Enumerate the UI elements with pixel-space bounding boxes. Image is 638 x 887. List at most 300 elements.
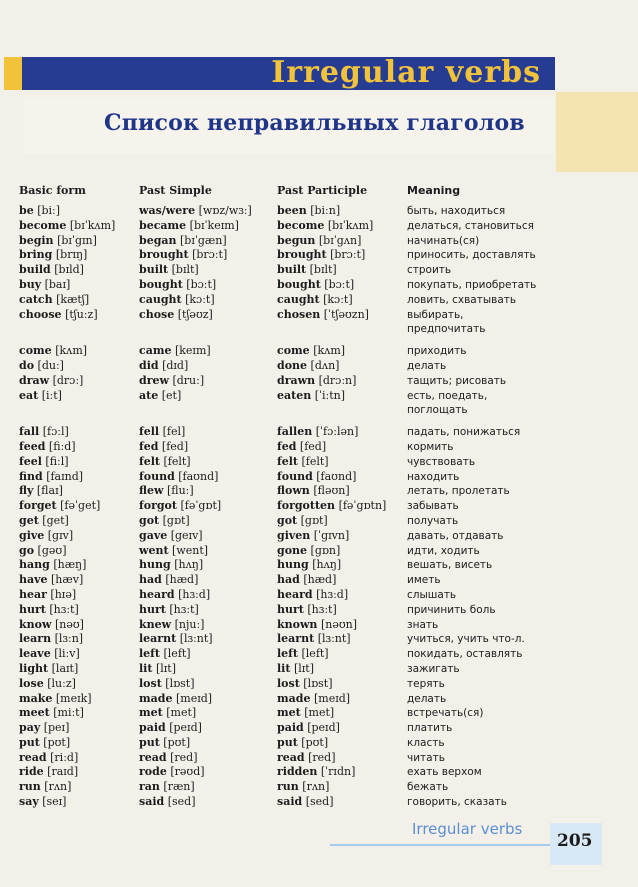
- verb-form: become: [19, 218, 67, 232]
- verb-form: found: [139, 469, 175, 483]
- transcription: [ˈtʃəʊzn]: [323, 307, 369, 321]
- transcription: [met]: [166, 706, 197, 720]
- verb-form: light: [19, 661, 49, 675]
- verb-form: became: [139, 218, 187, 232]
- verb-form: began: [139, 233, 177, 247]
- verb-form: hung: [277, 558, 309, 572]
- transcription: [kætʃ]: [56, 292, 90, 306]
- past-participle-cell: [277, 455, 407, 470]
- past-simple-cell: [139, 322, 277, 337]
- header-past-participle: Past Participle: [277, 184, 368, 197]
- meaning-cell: делаться, становиться: [407, 219, 534, 232]
- past-simple-cell: [139, 234, 277, 249]
- verb-form: build: [19, 263, 51, 277]
- table-row: [19, 765, 577, 780]
- table-row: [19, 514, 577, 529]
- table-row: [19, 632, 577, 647]
- basic-form-cell: [19, 677, 139, 692]
- table-row: [19, 603, 577, 618]
- basic-form-cell: [19, 692, 139, 707]
- verb-form: meet: [19, 706, 50, 720]
- transcription: [rəʊd]: [170, 765, 205, 779]
- transcription: [meɪd]: [175, 691, 213, 705]
- past-participle-cell: [277, 795, 407, 810]
- footer-section-label: Irregular verbs: [412, 820, 523, 838]
- transcription: [sed]: [167, 795, 196, 809]
- past-simple-cell: [139, 499, 277, 514]
- past-participle-cell: [277, 322, 407, 337]
- meaning-cell: приносить, доставлять: [407, 249, 536, 262]
- verb-form: said: [139, 795, 165, 809]
- verb-form: begin: [19, 233, 54, 247]
- basic-form-cell: [19, 795, 139, 810]
- transcription: [tʃuːz]: [65, 307, 98, 321]
- table-row: [19, 204, 577, 219]
- past-simple-cell: [139, 706, 277, 721]
- verb-form: fly: [19, 484, 34, 498]
- past-participle-cell: [277, 514, 407, 529]
- meaning-cell: учиться, учить что-л.: [407, 633, 525, 646]
- basic-form-cell: [19, 706, 139, 721]
- past-simple-cell: [139, 470, 277, 485]
- past-simple-cell: [139, 721, 277, 736]
- verb-form: do: [19, 358, 35, 372]
- basic-form-cell: [19, 529, 139, 544]
- basic-form-cell: [19, 514, 139, 529]
- basic-form-cell: [19, 603, 139, 618]
- table-row: [19, 706, 577, 721]
- table-row: [19, 544, 577, 559]
- transcription: [ˈiːtn]: [314, 388, 346, 402]
- transcription: [fed]: [161, 439, 189, 453]
- transcription: [fluː]: [166, 484, 194, 498]
- meaning-cell: зажигать: [407, 662, 460, 675]
- verb-form: built: [277, 263, 307, 277]
- transcription: [fəˈgɒtn]: [338, 499, 387, 513]
- verb-form: made: [277, 691, 311, 705]
- past-simple-cell: [139, 662, 277, 677]
- basic-form-cell: [19, 440, 139, 455]
- past-participle-cell: [277, 765, 407, 780]
- transcription: [dɪd]: [162, 358, 189, 372]
- past-simple-cell: [139, 677, 277, 692]
- transcription: [drɔː]: [52, 373, 84, 387]
- verb-form: ate: [139, 388, 159, 402]
- table-row: [19, 662, 577, 677]
- transcription: [gɒt]: [300, 513, 328, 527]
- verb-form: find: [19, 469, 43, 483]
- verb-form: lose: [19, 676, 44, 690]
- verb-form: catch: [19, 292, 53, 306]
- past-simple-cell: [139, 603, 277, 618]
- basic-form-cell: [19, 219, 139, 234]
- table-row: [19, 751, 577, 766]
- verb-form: fallen: [277, 425, 313, 439]
- group-spacer: [19, 418, 577, 425]
- past-simple-cell: [139, 751, 277, 766]
- transcription: [met]: [304, 706, 335, 720]
- past-participle-cell: [277, 736, 407, 751]
- verb-form: forgot: [139, 499, 177, 513]
- transcription: [lɜːnt]: [179, 632, 213, 646]
- meaning-cell: читать: [407, 751, 445, 764]
- past-participle-cell: [277, 721, 407, 736]
- past-participle-cell: [277, 359, 407, 374]
- verb-form: put: [19, 735, 40, 749]
- meaning-cell: терять: [407, 677, 445, 690]
- page-number: 205: [557, 831, 593, 851]
- verb-form: hurt: [19, 602, 46, 616]
- past-participle-cell: [277, 662, 407, 677]
- transcription: [fəˈgɒt]: [180, 499, 222, 513]
- transcription: [nəʊn]: [320, 617, 358, 631]
- meaning-cell: начинать(ся): [407, 234, 480, 247]
- verb-form: lost: [139, 676, 162, 690]
- transcription: [kʌm]: [313, 344, 346, 358]
- verb-form: bring: [19, 248, 53, 262]
- past-simple-cell: [139, 263, 277, 278]
- transcription: [bɪˈkeɪm]: [189, 218, 239, 232]
- verb-form: was/were: [139, 204, 196, 217]
- meaning-cell: выбирать,: [407, 308, 464, 321]
- transcription: [miːt]: [53, 706, 84, 720]
- transcription: [bɪld]: [54, 263, 84, 277]
- transcription: [rʌn]: [44, 780, 72, 794]
- verb-form: had: [139, 573, 162, 587]
- past-participle-cell: [277, 632, 407, 647]
- basic-form-cell: [19, 359, 139, 374]
- verb-form: eaten: [277, 388, 312, 402]
- past-simple-cell: [139, 618, 277, 633]
- meaning-cell: кормить: [407, 440, 454, 453]
- transcription: [pʊt]: [43, 735, 71, 749]
- meaning-cell: приходить: [407, 345, 467, 358]
- past-participle-cell: [277, 234, 407, 249]
- table-row: [19, 322, 577, 337]
- transcription: [ræn]: [163, 780, 195, 794]
- verb-form: hear: [19, 587, 47, 601]
- transcription: [duː]: [37, 358, 64, 372]
- transcription: [flaɪ]: [36, 484, 63, 498]
- past-simple-cell: [139, 278, 277, 293]
- basic-form-cell: [19, 765, 139, 780]
- verb-form: felt: [277, 454, 298, 468]
- verb-form: said: [277, 795, 303, 809]
- past-simple-cell: [139, 359, 277, 374]
- verb-form: have: [19, 573, 48, 587]
- basic-form-cell: [19, 558, 139, 573]
- past-simple-cell: [139, 344, 277, 359]
- transcription: [brɔːt]: [330, 248, 366, 262]
- verb-form: read: [19, 750, 47, 764]
- verb-form: found: [277, 469, 313, 483]
- verb-form: become: [277, 218, 325, 232]
- transcription: [luːz]: [47, 676, 76, 690]
- past-participle-cell: [277, 308, 407, 323]
- past-simple-cell: [139, 544, 277, 559]
- verb-form: feed: [19, 439, 46, 453]
- meaning-cell: предпочитать: [407, 323, 486, 336]
- transcription: [brɪŋ]: [55, 248, 88, 262]
- basic-form-cell: [19, 425, 139, 440]
- basic-form-cell: [19, 780, 139, 795]
- past-participle-cell: [277, 692, 407, 707]
- transcription: [fiːl]: [45, 454, 69, 468]
- meaning-cell: идти, ходить: [407, 544, 480, 557]
- past-participle-cell: [277, 425, 407, 440]
- transcription: [hɜːt]: [307, 602, 337, 616]
- basic-form-cell: [19, 647, 139, 662]
- verb-form: begun: [277, 233, 316, 247]
- verb-form: got: [139, 513, 160, 527]
- transcription: [fɔːl]: [42, 425, 69, 439]
- verb-form: chose: [139, 307, 175, 321]
- transcription: [kɔːt]: [185, 292, 215, 306]
- past-simple-cell: [139, 248, 277, 263]
- meaning-cell: поглощать: [407, 404, 468, 417]
- transcription: [hɜːd]: [178, 587, 211, 601]
- page-title: Irregular verbs: [271, 55, 541, 90]
- past-simple-cell: [139, 440, 277, 455]
- meaning-cell: ехать верхом: [407, 766, 482, 779]
- transcription: [hæd]: [165, 573, 199, 587]
- past-participle-cell: [277, 293, 407, 308]
- basic-form-cell: [19, 544, 139, 559]
- transcription: [faʊnd]: [316, 469, 357, 483]
- basic-form-cell: [19, 721, 139, 736]
- basic-form-cell: [19, 204, 139, 219]
- transcription: [hʌŋ]: [312, 558, 342, 572]
- transcription: [gəʊ]: [37, 543, 67, 557]
- basic-form-cell: [19, 470, 139, 485]
- meaning-cell: находить: [407, 470, 460, 483]
- verb-form: run: [19, 780, 41, 794]
- past-simple-cell: [139, 403, 277, 418]
- transcription: [lɪt]: [293, 661, 314, 675]
- header-past-simple: Past Simple: [139, 184, 212, 197]
- basic-form-cell: [19, 322, 139, 337]
- basic-form-cell: [19, 278, 139, 293]
- past-participle-cell: [277, 558, 407, 573]
- verb-form: make: [19, 691, 53, 705]
- table-header-row: [19, 184, 577, 204]
- transcription: [bɪˈgɪn]: [57, 233, 97, 247]
- table-row: [19, 359, 577, 374]
- past-participle-cell: [277, 278, 407, 293]
- transcription: [wɒz/wɜː]: [198, 204, 252, 217]
- past-participle-cell: [277, 484, 407, 499]
- transcription: [bɔːt]: [324, 277, 355, 291]
- verb-form: read: [139, 750, 167, 764]
- table-row: [19, 278, 577, 293]
- transcription: [keɪm]: [174, 344, 211, 358]
- title-banner: [22, 57, 555, 90]
- transcription: [lɜːn]: [54, 632, 84, 646]
- banner-accent: [4, 57, 22, 90]
- table-row: [19, 795, 577, 810]
- transcription: [biːn]: [310, 204, 341, 217]
- meaning-cell: класть: [407, 736, 445, 749]
- transcription: [fel]: [162, 425, 186, 439]
- transcription: [faɪnd]: [46, 469, 84, 483]
- meaning-cell: платить: [407, 722, 453, 735]
- verb-form: known: [277, 617, 318, 631]
- basic-form-cell: [19, 374, 139, 389]
- verb-form: feel: [19, 454, 42, 468]
- meaning-cell: получать: [407, 514, 459, 527]
- verb-form: done: [277, 358, 308, 372]
- basic-form-cell: [19, 308, 139, 323]
- transcription: [bɪˈgʌn]: [318, 233, 362, 247]
- past-participle-cell: [277, 403, 407, 418]
- past-simple-cell: [139, 455, 277, 470]
- verb-form: got: [277, 513, 298, 527]
- verb-form: bought: [139, 277, 183, 291]
- verb-form: learnt: [139, 632, 177, 646]
- basic-form-cell: [19, 403, 139, 418]
- verb-form: flown: [277, 484, 310, 498]
- transcription: [fed]: [299, 439, 327, 453]
- verb-form: run: [277, 780, 299, 794]
- verb-form: drawn: [277, 373, 316, 387]
- transcription: [peɪ]: [43, 721, 70, 735]
- verb-form: ran: [139, 780, 160, 794]
- verb-form: forget: [19, 499, 57, 513]
- transcription: [red]: [170, 750, 198, 764]
- basic-form-cell: [19, 618, 139, 633]
- transcription: [biː]: [37, 204, 61, 217]
- meaning-cell: покупать, приобретать: [407, 278, 537, 291]
- transcription: [hɪə]: [50, 587, 77, 601]
- transcription: [fləʊn]: [313, 484, 350, 498]
- verbs-table: [19, 184, 577, 810]
- verb-form: draw: [19, 373, 50, 387]
- transcription: [peɪd]: [307, 721, 340, 735]
- transcription: [meɪd]: [313, 691, 351, 705]
- verb-form: ride: [19, 765, 44, 779]
- transcription: [nəʊ]: [54, 617, 84, 631]
- group-spacer: [19, 337, 577, 344]
- past-simple-cell: [139, 374, 277, 389]
- table-row: [19, 484, 577, 499]
- transcription: [gɒt]: [162, 513, 190, 527]
- meaning-cell: иметь: [407, 574, 441, 587]
- table-row: [19, 293, 577, 308]
- transcription: [laɪt]: [51, 661, 79, 675]
- transcription: [peɪd]: [169, 721, 202, 735]
- meaning-cell: покидать, оставлять: [407, 648, 523, 661]
- transcription: [iːt]: [41, 388, 62, 402]
- basic-form-cell: [19, 588, 139, 603]
- verb-form: paid: [139, 721, 166, 735]
- table-row: [19, 499, 577, 514]
- transcription: [gɒn]: [310, 543, 341, 557]
- meaning-cell: говорить, сказать: [407, 796, 507, 809]
- table-row: [19, 721, 577, 736]
- past-simple-cell: [139, 425, 277, 440]
- verb-form: hung: [139, 558, 171, 572]
- transcription: [lɒst]: [303, 676, 333, 690]
- past-participle-cell: [277, 389, 407, 404]
- basic-form-cell: [19, 389, 139, 404]
- basic-form-cell: [19, 263, 139, 278]
- verb-form: learn: [19, 632, 52, 646]
- verb-form: did: [139, 358, 159, 372]
- verb-form: come: [277, 344, 310, 358]
- verb-form: brought: [277, 248, 327, 262]
- verb-form: built: [139, 263, 169, 277]
- transcription: [druː]: [172, 373, 205, 387]
- meaning-cell: вешать, висеть: [407, 559, 493, 572]
- verb-form: hang: [19, 558, 50, 572]
- meaning-cell: ловить, схватывать: [407, 293, 517, 306]
- verb-form: fell: [139, 425, 160, 439]
- verb-form: brought: [139, 248, 189, 262]
- basic-form-cell: [19, 234, 139, 249]
- past-simple-cell: [139, 780, 277, 795]
- table-row: [19, 558, 577, 573]
- header-basic-form: Basic form: [19, 184, 86, 197]
- basic-form-cell: [19, 293, 139, 308]
- basic-form-cell: [19, 248, 139, 263]
- verb-form: heard: [277, 587, 313, 601]
- past-participle-cell: [277, 751, 407, 766]
- verb-form: hurt: [139, 602, 166, 616]
- verb-form: buy: [19, 277, 42, 291]
- past-simple-cell: [139, 588, 277, 603]
- past-simple-cell: [139, 529, 277, 544]
- verb-form: made: [139, 691, 173, 705]
- transcription: [lɪt]: [155, 661, 176, 675]
- basic-form-cell: [19, 499, 139, 514]
- meaning-cell: быть, находиться: [407, 205, 506, 217]
- basic-form-cell: [19, 632, 139, 647]
- table-row: [19, 403, 577, 418]
- transcription: [hæd]: [303, 573, 337, 587]
- verb-form: give: [19, 528, 45, 542]
- past-simple-cell: [139, 484, 277, 499]
- past-participle-cell: [277, 374, 407, 389]
- transcription: [felt]: [163, 454, 191, 468]
- verb-form: get: [19, 513, 39, 527]
- transcription: [ˈrɪdn]: [320, 765, 356, 779]
- transcription: [hɜːt]: [49, 602, 79, 616]
- meaning-cell: тащить; рисовать: [407, 374, 507, 387]
- transcription: [njuː]: [174, 617, 205, 631]
- table-row: [19, 440, 577, 455]
- verb-form: hurt: [277, 602, 304, 616]
- transcription: [fiːd]: [48, 439, 76, 453]
- past-participle-cell: [277, 780, 407, 795]
- verb-form: put: [139, 735, 160, 749]
- verb-form: given: [277, 528, 311, 542]
- transcription: [dʌn]: [310, 358, 340, 372]
- transcription: [bɔːt]: [186, 277, 217, 291]
- verb-form: learnt: [277, 632, 315, 646]
- transcription: [rʌn]: [302, 780, 330, 794]
- verb-form: gave: [139, 528, 168, 542]
- verb-form: forgotten: [277, 499, 336, 513]
- transcription: [bɪlt]: [171, 263, 199, 277]
- past-participle-cell: [277, 470, 407, 485]
- verb-form: went: [139, 543, 169, 557]
- table-row: [19, 529, 577, 544]
- past-simple-cell: [139, 308, 277, 323]
- verb-form: drew: [139, 373, 169, 387]
- past-participle-cell: [277, 344, 407, 359]
- verb-form: met: [277, 706, 301, 720]
- transcription: [seɪ]: [42, 795, 67, 809]
